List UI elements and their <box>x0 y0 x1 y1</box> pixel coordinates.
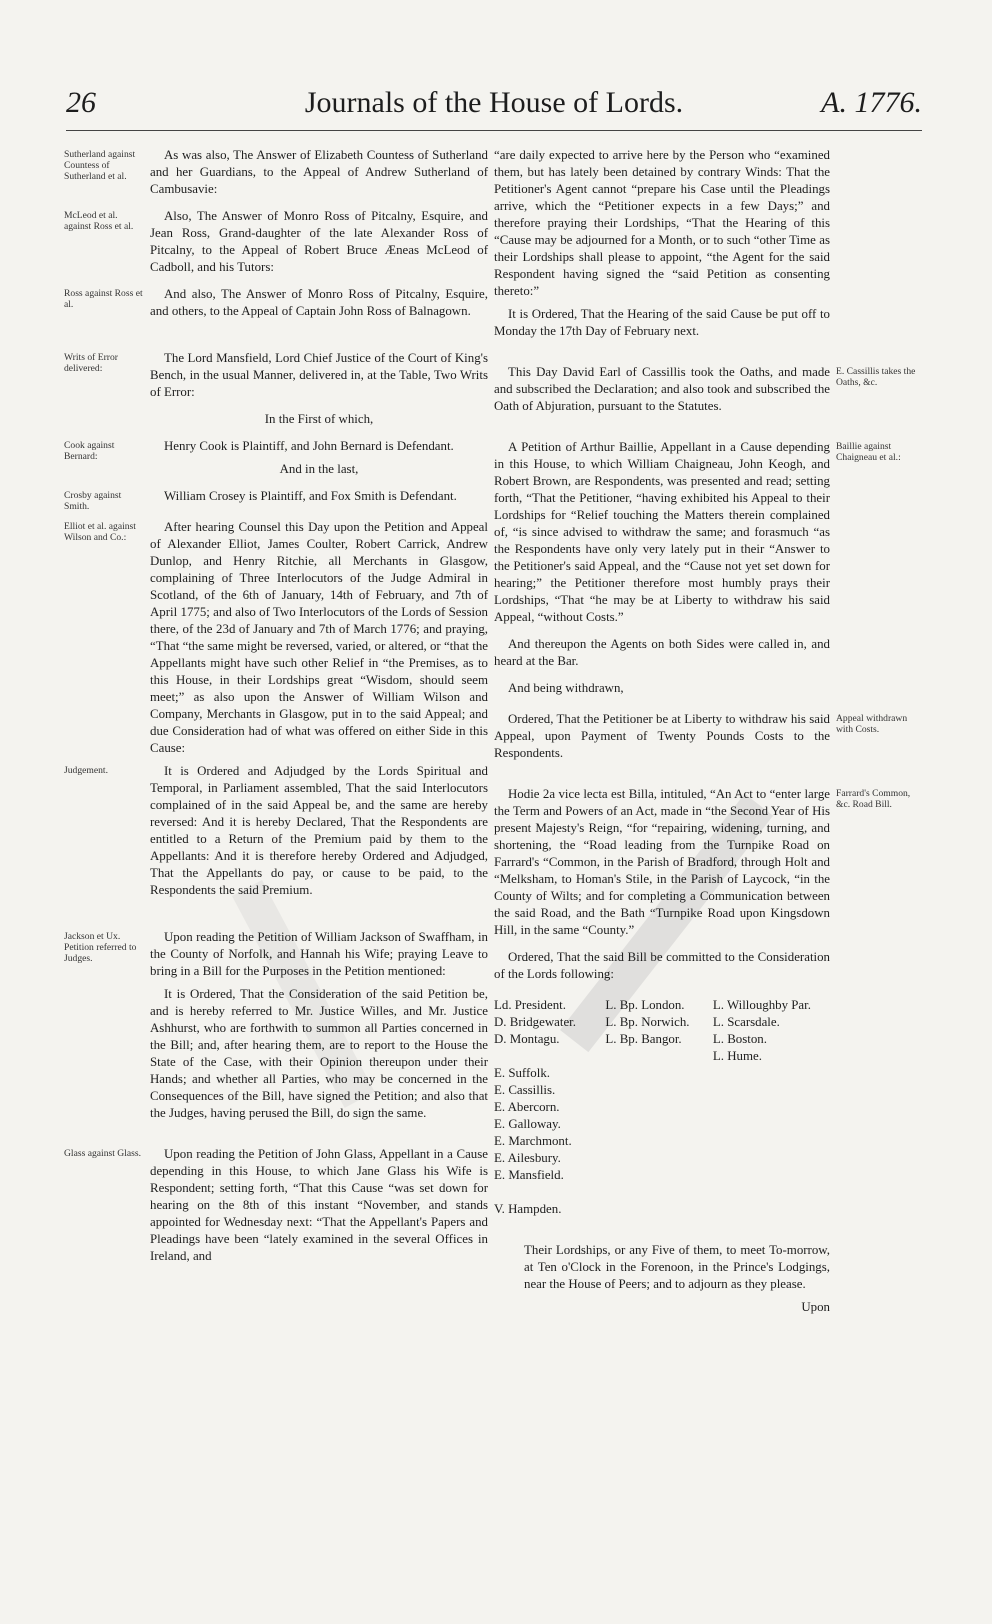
entry-cassillis <box>494 364 916 415</box>
paragraph: William Crosey is Plaintiff, and Fox Smith is Defendant. <box>164 489 457 503</box>
entry-cook-bernard <box>64 438 488 478</box>
paragraph: After hearing Counsel this Day upon the Petition and Appeal of Alexander Elliot, James Coulter, Robert Carrick, Andrew Dunlop, and Henry Ritchie, all Merchants in Glasgow, complaining of Three Interlocutors of the Judge Admiral in Scotland, of the 6th of January, 14th of February, and 7th of April 1775; and also of Two Interlocutors of the Lords of Session there, of the 23d of January and 7th of March 1776; and praying, “That “the same might be reversed, varied, or altered, or “that the Appellants might have such other Relief in “the Premises, as to this House, in their Lordships great “Wisdom, should seem meet;” as also upon the Answer of William Wilson and Company, Merchants in Glasgow, put in to the said Appeal; and due Consideration had of what was offered on either Side in this Cause: <box>150 520 488 755</box>
right-column <box>494 147 916 1316</box>
subheading: And in the last, <box>279 462 359 476</box>
lord-name: D. Montagu. <box>494 1032 560 1046</box>
entry-road-bill <box>494 786 911 983</box>
lord-name: L. Boston. <box>712 1032 767 1046</box>
page-header <box>66 86 922 131</box>
lord-name <box>494 1048 599 1065</box>
lord-name: L. Bp. Bangor. <box>605 1032 682 1046</box>
lord-name: L. Willoughby Par. <box>712 998 811 1012</box>
entry-judgement <box>64 763 488 899</box>
lord-name: V. Hampden. <box>494 1202 562 1216</box>
meeting-note: Their Lordships, or any Five of them, to meet To-morrow, at Ten o'Clock in the Forenoon, in the Prince's Lodgings, near the House of Peers; and to adjourn as they please. <box>524 1243 830 1291</box>
paragraph: Henry Cook is Plaintiff, and John Bernard is Defendant. <box>164 439 454 453</box>
catchword: Upon <box>801 1300 830 1314</box>
subheading: In the First of which, <box>264 412 374 426</box>
paragraph: “are daily expected to arrive here by the Person who “examined them, but has lately been detained by contrary Winds: That the Petitioner's Agent cannot “prepare his Case until the Pleadings arrive, which the “Petitioner expects in a few Days;” and therefore praying their Lordships, “That the Hearing of this “Cause may be adjourned for a Month, or to such “other Time as their Lordships shall please to appoint, “the Agent for the said Respondent having signed the “said Petition as consenting thereto:” <box>494 148 830 298</box>
lord-name: D. Bridgewater. <box>494 1015 576 1029</box>
paragraph: Ordered, That the Petitioner be at Liberty to withdraw his said Appeal, upon Payment of Twenty Pounds Costs to the Respondents. <box>494 712 830 760</box>
margin-note: Sutherland against Countess of Sutherland et al. <box>64 149 136 182</box>
paragraph: As was also, The Answer of Elizabeth Countess of Sutherland and her Guardians, to the Appeal of Andrew Sutherland of Cambusavie: <box>150 148 488 196</box>
margin-note: Cook against Bernard: <box>64 440 115 462</box>
lord-name: L. Scarsdale. <box>712 1015 780 1029</box>
page-year: A. 1776. <box>821 86 922 119</box>
lord-name: L. Bp. London. <box>605 998 685 1012</box>
paragraph: The Lord Mansfield, Lord Chief Justice of the Court of King's Bench, in the usual Manner, delivered in, at the Table, Two Writs of Error: <box>150 351 488 399</box>
entry-glass-continued <box>494 147 830 340</box>
entry-elliot-wilson <box>64 519 488 757</box>
lord-name: E. Suffolk. <box>494 1066 550 1080</box>
margin-note: Crosby against Smith. <box>64 490 122 512</box>
entry-jackson <box>64 929 488 1122</box>
margin-note: Elliot et al. against Wilson and Co.: <box>64 521 136 543</box>
margin-note: Judgement. <box>64 765 108 776</box>
paragraph: And thereupon the Agents on both Sides were called in, and heard at the Bar. <box>494 637 830 668</box>
paragraph: Ordered, That the said Bill be committed to the Consideration of the Lords following: <box>494 950 830 981</box>
entry-appeal-withdrawn <box>494 711 908 762</box>
paragraph: Upon reading the Petition of John Glass, Appellant in a Cause depending in this House, to which Jane Glass his Wife is Respondent; setting forth, “That this Cause “was set down for hearing on the 8th of this instant “November, and stands appointed for Wednesday next: “That the Appellant's Papers and Pleadings have been “lately examined in the several Offices in Ireland, and <box>150 1147 488 1263</box>
paragraph: It is Ordered and Adjudged by the Lords Spiritual and Temporal, in Parliament assembled, That the said Interlocutors complained of in the said Appeal be, and the same are hereby reversed: And it is hereby Declared, That the Respondents are entitled to a Return of the Premium paid by them to the Appellants: And it is therefore hereby Ordered and Adjudged, That the Appellants do pay, or cause to be paid, to the Respondents the said Premium. <box>150 764 488 897</box>
margin-note: E. Cassillis takes the Oaths, &c. <box>836 366 916 388</box>
entry-ross <box>64 286 488 320</box>
paragraph: It is Ordered, That the Hearing of the said Cause be put off to Monday the 17th Day of February next. <box>494 307 830 338</box>
lord-name: E. Abercorn. <box>494 1100 560 1114</box>
paragraph: This Day David Earl of Cassillis took the Oaths, and made and subscribed the Declaration; and also took and subscribed the Oath of Abjuration, pursuant to the Statutes. <box>494 365 830 413</box>
entry-crosby-smith <box>64 488 488 512</box>
lords-column-3 <box>713 997 830 1218</box>
entry-glass <box>64 1146 488 1265</box>
lord-name: E. Marchmont. <box>494 1134 572 1148</box>
paragraph: A Petition of Arthur Baillie, Appellant in a Cause depending in this House, to which William Chaigneau, John Keogh, and Robert Brown, are Respondents, was presented and read; setting forth, “That the Petitioner, “having exhibited his Appeal to their Lordships for “Relief touching the Matters therein complained of, “is since advised to withdraw the same; and forasmuch “as the Respondents have only very lately put in their “Answer to the Petitioner's said Appeal, and the “Cause not yet set down for hearing;” the Petitioner therefore most humbly prays their Lordships, “That “he may be at Liberty to withdraw his said Appeal, “without Costs.” <box>494 440 830 624</box>
lord-name: E. Galloway. <box>494 1117 561 1131</box>
paragraph: Upon reading the Petition of William Jackson of Swaffham, in the County of Norfolk, and Hannah his Wife; praying Leave to bring in a Bill for the Purposes in the Petition mentioned: <box>150 930 488 978</box>
margin-note: McLeod et al. against Ross et al. <box>64 210 134 232</box>
margin-note: Appeal withdrawn with Costs. <box>836 713 908 735</box>
page-number: 26 <box>66 86 96 119</box>
margin-note: Jackson et Ux. Petition referred to Judges. <box>64 931 137 964</box>
lords-committee-list <box>494 997 830 1218</box>
lord-name: E. Ailesbury. <box>494 1151 561 1165</box>
margin-note: Baillie against Chaigneau et al.: <box>836 441 901 463</box>
paragraph: Also, The Answer of Monro Ross of Pitcalny, Esquire, and Jean Ross, Grand-daughter of the late Alexander Ross of Pitcalny, to the Appeal of Robert Bruce Æneas McLeod of Cadboll, and his Tutors: <box>150 209 488 274</box>
lord-name: L. Hume. <box>712 1049 762 1063</box>
margin-note: Ross against Ross et al. <box>64 288 143 310</box>
paragraph: It is Ordered, That the Consideration of the said Petition be, and is hereby referred to Mr. Justice Willes, and Mr. Justice Ashhurst, who are forthwith to summon all Parties concerned in the Bill; and, after hearing them, are to report to the House the State of the Case, with their Opinion thereupon under their Hands; and whether all Parties, who may be concerned in the Consequences of the Bill, have signed the Petition; and also that the Judges, having perused the Bill, do sign the same. <box>150 987 488 1120</box>
paragraph: And also, The Answer of Monro Ross of Pitcalny, Esquire, and others, to the Appeal of Captain John Ross of Balnagown. <box>150 287 488 318</box>
margin-note: Farrard's Common, &c. Road Bill. <box>836 788 911 810</box>
lords-column-1 <box>494 997 599 1218</box>
lord-name: E. Mansfield. <box>494 1168 564 1182</box>
entry-sutherland <box>64 147 488 198</box>
margin-note: Writs of Error delivered: <box>64 352 118 374</box>
lord-name: L. Bp. Norwich. <box>605 1015 690 1029</box>
margin-note: Glass against Glass. <box>64 1148 142 1159</box>
lord-name: Ld. President. <box>494 998 566 1012</box>
paragraph: Hodie 2a vice lecta est Billa, intituled, “An Act to “enter large the Term and Powers of an Act, made in “the Second Year of His present Majesty's Reign, “for “repairing, widening, turning, and shortening, the “Road leading from the Turnpike Road on Farrard's “Common, in the Parish of Bradford, through Holt and “Melksham, to Homan's Stile, in the Parish of Laycock, “in the County of Wilts; and for completing a Communication between the said Road, and the Bath “Turnpike Road upon Kingsdown Hill, in the same “County.” <box>494 787 830 937</box>
left-column <box>64 147 488 1265</box>
paragraph: And being withdrawn, <box>508 681 624 695</box>
entry-writs-of-error <box>64 350 488 428</box>
lord-name: E. Cassillis. <box>494 1083 556 1097</box>
lord-name <box>494 1184 599 1201</box>
page-title: Journals of the House of Lords. <box>304 86 684 119</box>
entry-baillie <box>494 439 901 697</box>
lords-column-2 <box>605 997 707 1218</box>
entry-mcleod <box>64 208 488 276</box>
